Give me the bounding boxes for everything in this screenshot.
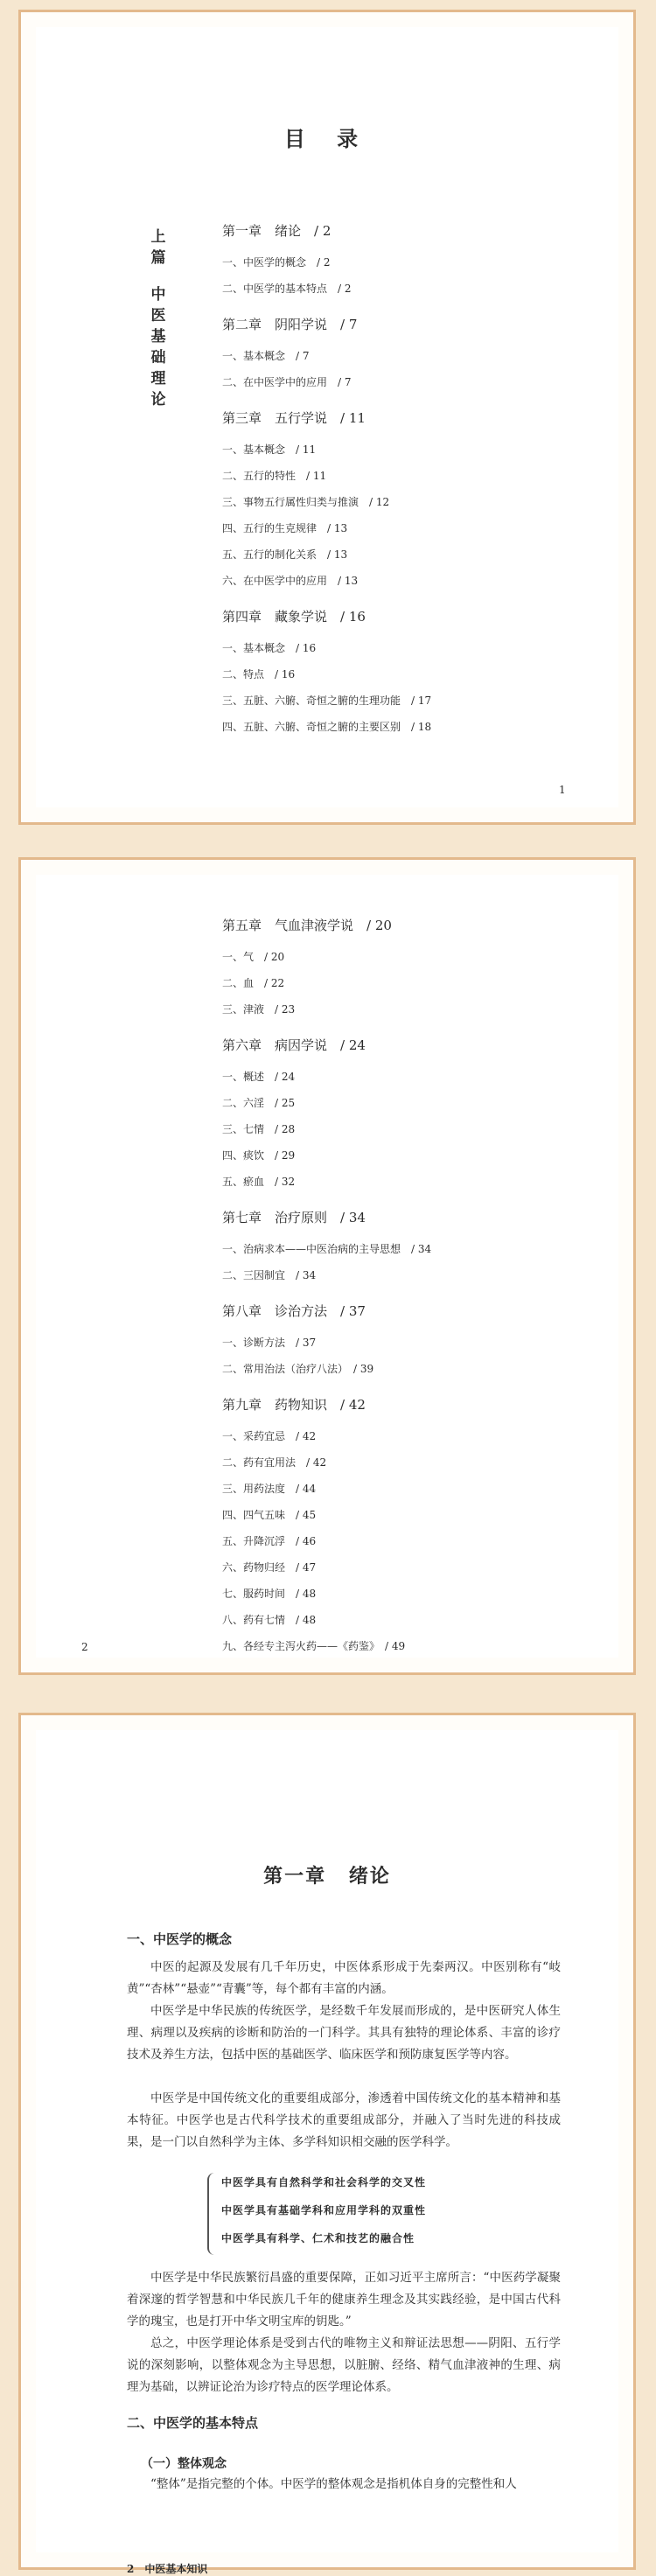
paragraph: “整体”是指完整的个体。中医学的整体观念是指机体自身的完整性和人	[150, 2477, 517, 2491]
toc-section-entry[interactable]: 五、升降沉浮 / 46	[222, 1535, 317, 1547]
page-number: 1	[559, 784, 566, 796]
toc-page-1	[18, 10, 636, 825]
toc-section-entry[interactable]: 一、中医学的概念 / 2	[222, 256, 331, 269]
toc-section-entry[interactable]: 二、中医学的基本特点 / 2	[222, 283, 352, 295]
toc-chapter-entry[interactable]: 第一章 绪论 / 2	[222, 223, 331, 239]
bullet-brace	[207, 2173, 218, 2255]
toc-section-entry[interactable]: 四、四气五味 / 45	[222, 1509, 317, 1521]
toc-section-entry[interactable]: 六、在中医学中的应用 / 13	[222, 575, 359, 587]
toc-section-entry[interactable]: 三、事物五行属性归类与推演 / 12	[222, 496, 390, 508]
toc-section-entry[interactable]: 六、药物归经 / 47	[222, 1561, 317, 1574]
toc-section-entry[interactable]: 二、五行的特性 / 11	[222, 470, 327, 482]
toc-section-entry[interactable]: 一、概述 / 24	[222, 1071, 296, 1083]
toc-section-entry[interactable]: 三、津液 / 23	[222, 1003, 296, 1016]
toc-page-2	[18, 857, 636, 1675]
part-label-top: 上篇	[150, 228, 166, 267]
paragraph: 中医的起源及发展有几千年历史，中医体系形成于先秦两汉。中医别称有“岐黄”“杏林”“悬壶”“青囊”等，每个都有丰富的内涵。	[127, 1960, 561, 1996]
toc-section-entry[interactable]: 八、药有七情 / 48	[222, 1614, 317, 1626]
toc-section-entry[interactable]: 五、瘀血 / 32	[222, 1176, 296, 1188]
bullet-item: 中医学具有基础学科和应用学科的双重性	[221, 2204, 427, 2216]
toc-chapter-entry[interactable]: 第八章 诊治方法 / 37	[222, 1303, 366, 1319]
toc-section-entry[interactable]: 三、用药法度 / 44	[222, 1483, 317, 1495]
chapter-title: 第一章 绪论	[263, 1865, 391, 1888]
toc-chapter-entry[interactable]: 第五章 气血津液学说 / 20	[222, 918, 392, 933]
toc-section-entry[interactable]: 二、常用治法（治疗八法） / 39	[222, 1363, 374, 1375]
toc-section-entry[interactable]: 二、药有宜用法 / 42	[222, 1456, 327, 1469]
toc-section-entry[interactable]: 一、治病求本——中医治病的主导思想 / 34	[222, 1243, 432, 1255]
page-sheet	[36, 27, 618, 807]
toc-section-entry[interactable]: 一、气 / 20	[222, 951, 285, 963]
toc-chapter-entry[interactable]: 第七章 治疗原则 / 34	[222, 1210, 366, 1225]
part-label	[148, 227, 169, 410]
page-number: 2	[81, 1641, 88, 1653]
toc-section-entry[interactable]: 二、在中医学中的应用 / 7	[222, 376, 352, 388]
paragraph: 总之，中医学理论体系是受到古代的唯物主义和辩证法思想——阴阳、五行学说的深刻影响，以整体观念为主导思想，以脏腑、经络、精气血津液神的生理、病理为基础，以辨证论治为诊疗特点的医学理论体系。	[127, 2336, 561, 2394]
toc-section-entry[interactable]: 一、诊断方法 / 37	[222, 1337, 317, 1349]
toc-section-entry[interactable]: 二、三因制宜 / 34	[222, 1269, 317, 1281]
toc-section-entry[interactable]: 九、各经专主泻火药——《药鉴》 / 49	[222, 1640, 406, 1652]
paragraph: 中医学是中华民族的传统医学，是经数千年发展而形成的，是中医研究人体生理、病理以及疾病的诊断和防治的一门科学。其具有独特的理论体系、丰富的诊疗技术及养生方法，包括中医的基础医学、临床医学和预防康复医学等内容。	[127, 2004, 561, 2062]
toc-section-entry[interactable]: 四、五脏、六腑、奇恒之腑的主要区别 / 18	[222, 721, 432, 733]
toc-section-entry[interactable]: 七、服药时间 / 48	[222, 1588, 317, 1600]
toc-section-entry[interactable]: 一、基本概念 / 11	[222, 443, 317, 456]
toc-section-entry[interactable]: 三、五脏、六腑、奇恒之腑的生理功能 / 17	[222, 695, 432, 707]
toc-chapter-entry[interactable]: 第四章 藏象学说 / 16	[222, 609, 366, 625]
toc-section-entry[interactable]: 二、血 / 22	[222, 977, 285, 989]
page-sheet	[36, 1730, 618, 2575]
toc-section-entry[interactable]: 三、七情 / 28	[222, 1123, 296, 1135]
section-heading: 一、中医学的概念	[127, 1931, 233, 1947]
paragraph: 中医学是中国传统文化的重要组成部分，渗透着中国传统文化的基本精神和基本特征。中医学也是古代科学技术的重要组成部分，并融入了当时先进的科技成果，是一门以自然科学为主体、多学科知识相交融的医学科学。	[127, 2091, 561, 2149]
toc-section-entry[interactable]: 二、六淫 / 25	[222, 1097, 296, 1109]
toc-section-entry[interactable]: 五、五行的制化关系 / 13	[222, 548, 348, 561]
toc-chapter-entry[interactable]: 第二章 阴阳学说 / 7	[222, 317, 358, 332]
bullet-item: 中医学具有科学、仁术和技艺的融合性	[221, 2232, 415, 2244]
toc-section-entry[interactable]: 一、采药宜忌 / 42	[222, 1430, 317, 1442]
page-sheet	[36, 875, 618, 1658]
subsection-heading: （一）整体观念	[141, 2457, 227, 2471]
chapter-page	[18, 1713, 636, 2575]
toc-section-entry[interactable]: 二、特点 / 16	[222, 668, 296, 681]
toc-section-entry[interactable]: 四、五行的生克规律 / 13	[222, 522, 348, 534]
page-footer: 2 中医基本知识	[127, 2563, 208, 2575]
toc-chapter-entry[interactable]: 第九章 药物知识 / 42	[222, 1397, 366, 1413]
toc-section-entry[interactable]: 一、基本概念 / 7	[222, 350, 310, 362]
toc-section-entry[interactable]: 一、基本概念 / 16	[222, 642, 317, 654]
paragraph: 中医学是中华民族繁衍昌盛的重要保障，正如习近平主席所言：“中医药学凝聚着深邃的哲学智慧和中华民族几千年的健康养生理念及其实践经验，是中国古代科学的瑰宝，也是打开中华文明宝库的钥匙。”	[127, 2271, 561, 2328]
bullet-item: 中医学具有自然科学和社会科学的交叉性	[221, 2176, 427, 2189]
toc-chapter-entry[interactable]: 第三章 五行学说 / 11	[222, 410, 366, 426]
toc-section-entry[interactable]: 四、痰饮 / 29	[222, 1149, 296, 1162]
toc-chapter-entry[interactable]: 第六章 病因学说 / 24	[222, 1037, 366, 1053]
part-label-name: 中医基础理论	[150, 286, 166, 408]
toc-title: 目 录	[283, 126, 371, 151]
section-heading: 二、中医学的基本特点	[127, 2415, 259, 2431]
